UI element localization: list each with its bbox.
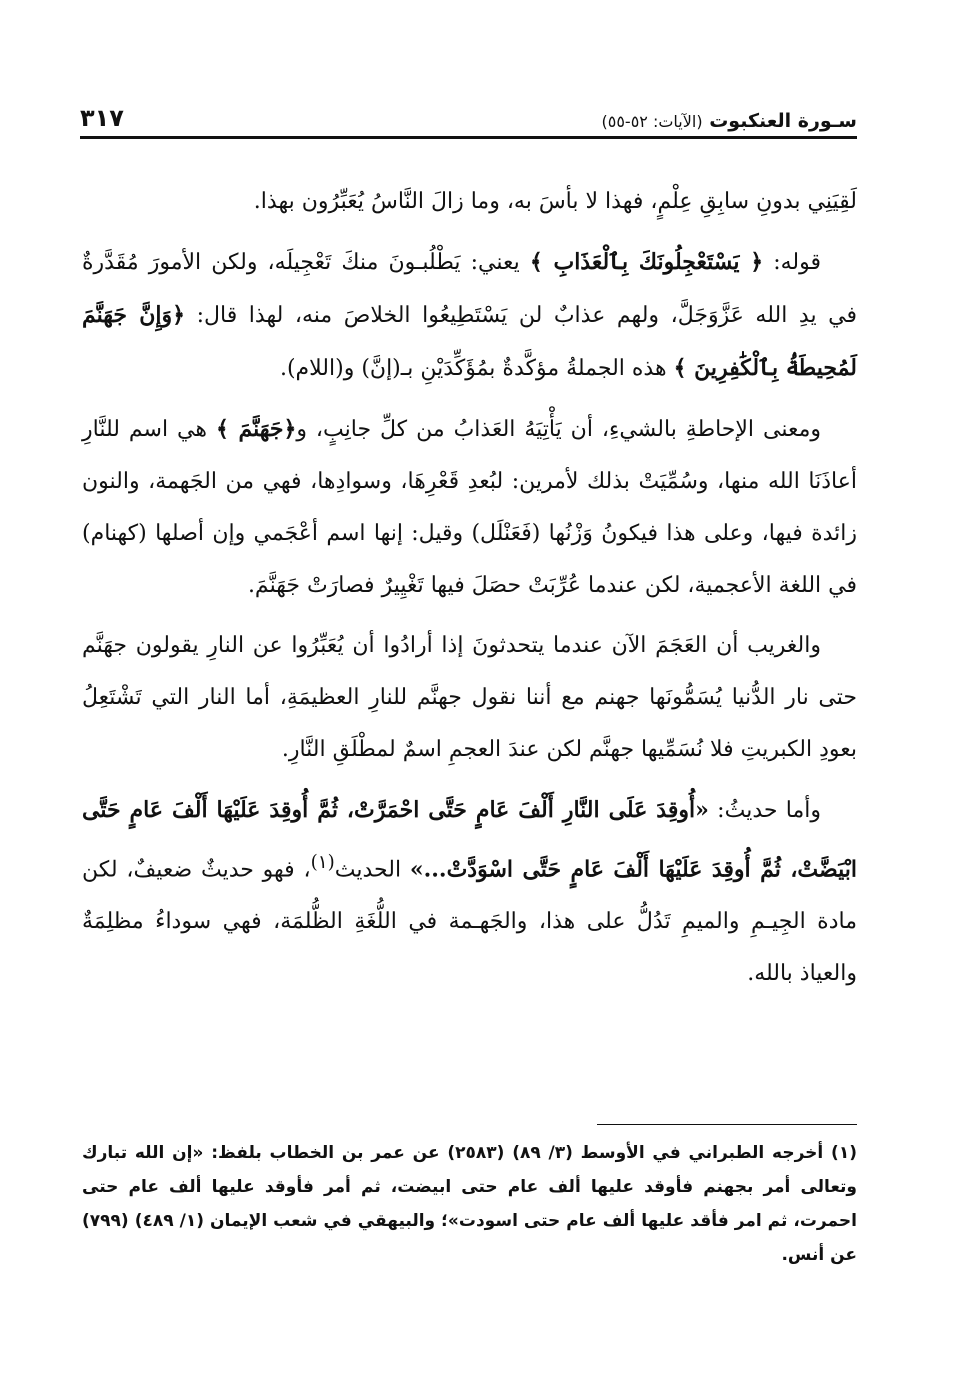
text-segment: الحديث [334,857,410,883]
footnote-divider [597,1124,857,1125]
footnote-marker[interactable]: (١) [310,852,335,873]
main-text [82,176,857,1008]
quran-quote: ﴿وَإِنَّ جَهَنَّمَ لَمُحِيطَةُۢ بِٱلْكَٰفِرِينَ ﴾ [82,302,857,381]
footnote-number: (١) [831,1143,857,1163]
text-segment: لَقِيَنِي بدونِ سابِقِ عِلْمٍ، فهذا لا بأسَ به، وما زالَ النَّاسُ يُعَبِّرُون بهذا. [253,189,857,214]
text-segment: والغريب أن العَجَمَ الآن عندما يتحدثونَ إذا أرادُوا أن يُعَبِّرُوا عن النارِ يقولون جهَنَّم حتى نار الدُّنيا يُسَمُّونَها جهنم مع أننا نقول جهنَّم للنارِ العظيمَةِ، أما النار التي تَشْتَعِلُ بعودِ الكبريتِ فلا نُسَمِّيها جهنَّم لكن عندَ العجمِ اسمٌ لمطْلَقِ النَّارِ. [82,633,857,762]
verse-range: (الآيات: ٥٢-٥٥) [601,112,703,131]
quran-quote: ﴿جَهَنَّمَ ﴾ [215,416,297,442]
text-segment: يعني: يَطْلُبـونَ منكَ تَعْجِيلَه، ولكن الأمورَ مُقَدَّرةٌ في يدِ الله عَزَّوَجَلَّ، ولهم عذابٌ لن يَسْتَطِيعُوا الخلاصَ منه، لهذا قال: [82,250,857,328]
paragraph-3 [82,403,857,612]
text-segment: هذه الجملةُ مؤكَّدةٌ بمُؤَكِّدَيْنِ بـ(إنَّ) و(اللام). [279,356,674,381]
text-segment: وأما حديثُ: [708,798,822,823]
footnote-text: أخرجه الطبراني في الأوسط (٣/ ٨٩) (٢٥٨٣) عن عمر بن الخطاب بلفظ: «إن الله تبارك وتعالى أمر بجهنم فأوقد عليها ألف عام حتى ابيضت، ثم أمر فأوقد عليها ألف عام حتى احمرت، ثم امر فأقد عليها ألف عام حتى اسودت»؛ والبيهقي في شعب الإيمان (١/ ٤٨٩) (٧٩٩) عن أنس. [82,1143,857,1265]
paragraph-1 [82,176,857,228]
paragraph-5 [82,784,857,1000]
text-segment: ومعنى الإحاطةِ بالشيءِ، أن يَأْتِيَهُ العَذابُ من كلِّ جانِبٍ، و [296,417,821,442]
quran-quote: ﴿ يَسْتَعْجِلُونَكَ بِٱلْعَذَابِ ﴾ [529,249,764,275]
text-segment: ، فهو حديثٌ ضعيفٌ، لكن مادة الجِيـمِ والميمِ تَدُلُّ على هذا، والجَهـمة في اللُّغَةِ الظُّلمَة، فهي سوداءُ مظلِمَةٌ والعياذ بالله. [82,857,857,987]
surah-title: سـورة العنكبوت [709,110,857,132]
text-segment: هي اسم للنَّارِ أعاذَنَا الله منها، وسُمِّيَتْ بذلك لأمرين: لبُعدِ قَعْرِهَا، وسوادِها، فهي من الجَهمة، والنون زائدة فيها، وعلى هذا فيكونُ وَزْنُها (فَعَنْلَل) وقيل: إنها اسم أعْجَمي وإن أصلها (كهنام) في اللغة الأعجمية، لكن عندما عُرِّبَتْ حصَلَ فيها تَغْيِيرٌ فصارَتْ جَهَنَّمَ. [82,417,857,598]
running-title [601,110,857,132]
footnote [82,1136,857,1272]
paragraph-2 [82,236,857,395]
hadith-quote: «أُوقِدَ عَلَى النَّارِ أَلْفَ عَامٍ حَتَّى احْمَرَّتْ، ثُمَّ أُوقِدَ عَلَيْهَا أَلْفَ عَامٍ حَتَّى ابْيَضَّتْ، ثُمَّ أُوقِدَ عَلَيْهَا أَلْفَ عَامٍ حَتَّى اسْوَدَّتْ...» [82,797,857,883]
text-segment: قوله: [763,250,821,275]
paragraph-4 [82,620,857,776]
page-number: ٣١٧ [80,104,124,132]
page-header [80,96,857,139]
